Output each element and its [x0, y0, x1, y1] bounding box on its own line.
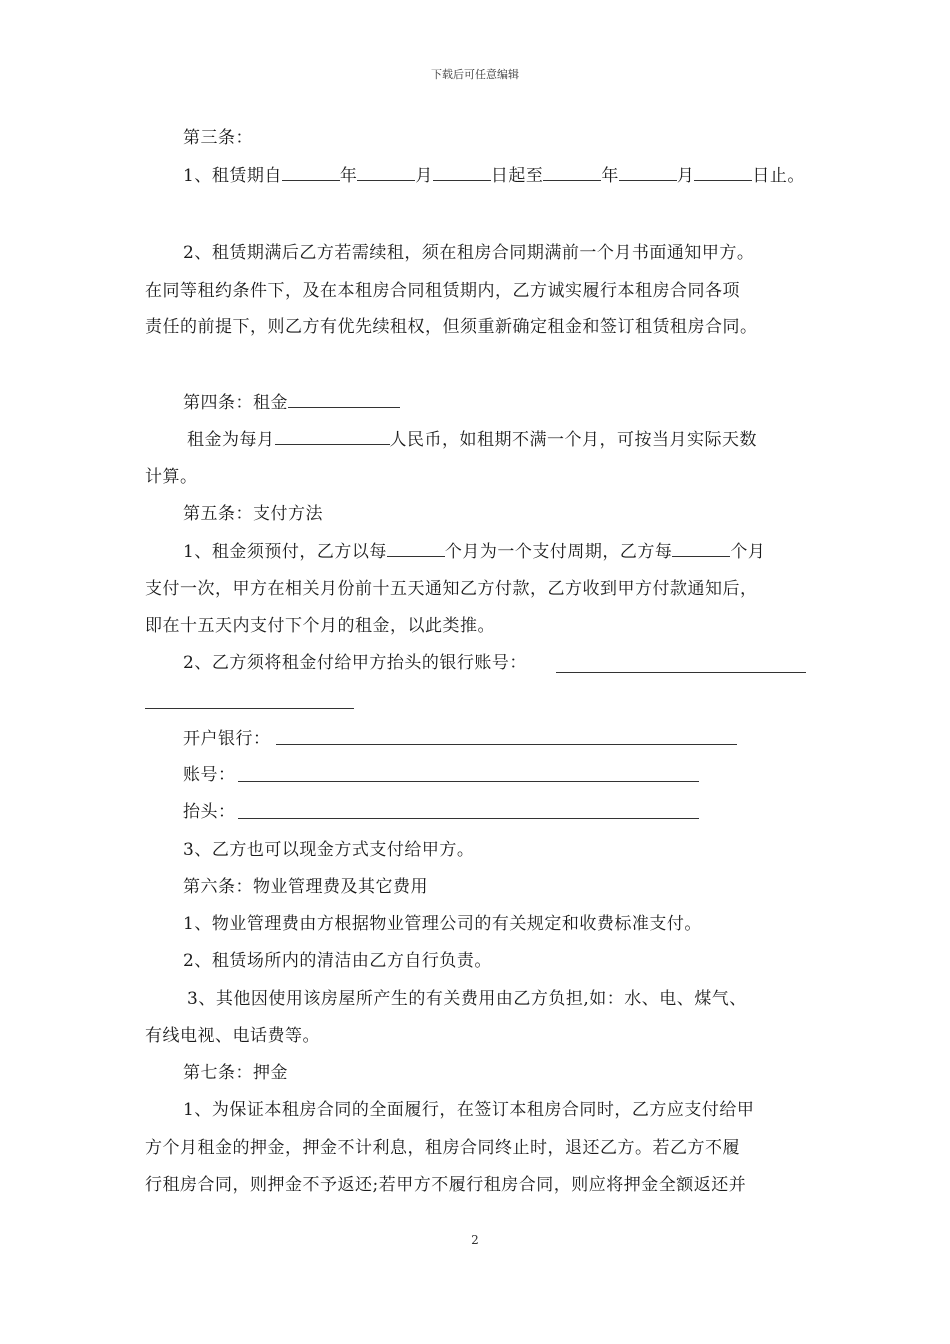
account-number-blank [238, 781, 699, 782]
payment-text: 个月 [730, 542, 766, 562]
year-label: 年 [601, 166, 619, 186]
other-fees-line-2: 有线电视、电话费等。 [145, 1026, 320, 1046]
payment-paragraph-line: 即在十五天内支付下个月的租金，以此类推。 [145, 616, 495, 636]
renewal-paragraph-line: 2、租赁期满后乙方若需续租，须在租房合同期满前一个月书面通知甲方。 [183, 243, 755, 263]
deposit-paragraph-line: 1、为保证本租房合同的全面履行，在签订本租房合同时，乙方应支付给甲 [183, 1100, 755, 1120]
page-number: 2 [471, 1233, 479, 1247]
bank-name-blank [276, 744, 737, 745]
article-4-title [183, 391, 400, 414]
end-month-blank [619, 164, 677, 181]
monthly-rent-blank [275, 428, 390, 445]
payment-text: 1、租金须预付，乙方以每 [183, 542, 387, 562]
month-label: 月 [415, 166, 433, 186]
start-month-blank [357, 164, 415, 181]
from-to-label: 日起至 [490, 166, 544, 186]
end-year-blank [543, 164, 601, 181]
account-number-label: 账号： [183, 765, 236, 785]
deposit-paragraph-line: 方个月租金的押金，押金不计利息，租房合同终止时，退还乙方。若乙方不履 [145, 1138, 740, 1158]
bank-name-label: 开户银行： [183, 729, 271, 749]
payment-paragraph-line: 支付一次，甲方在相关月份前十五天通知乙方付款，乙方收到甲方付款通知后， [145, 579, 758, 599]
cycle-months-blank [387, 540, 445, 557]
bank-account-blank [556, 672, 806, 673]
end-label: 日止。 [752, 166, 805, 186]
month-label: 月 [676, 166, 695, 186]
article-7-title: 第七条：押金 [183, 1063, 288, 1083]
cleaning-line: 2、租赁场所内的清洁由乙方自行负责。 [183, 951, 492, 971]
rent-amount-line-2: 计算。 [145, 467, 198, 487]
article-4-title-text: 第四条：租金 [183, 393, 288, 413]
other-fees-line: 3、其他因使用该房屋所产生的有关费用由乙方负担,如：水、电、煤气、 [187, 989, 747, 1009]
rent-amount-label: 租金为每月 [187, 430, 275, 450]
rent-amount-text: 人民币，如租期不满一个月，可按当月实际天数 [389, 430, 757, 450]
bank-account-line: 2、乙方须将租金付给甲方抬头的银行账号： [183, 653, 527, 673]
page-header: 下载后可任意编辑 [431, 68, 519, 81]
pay-months-blank [672, 540, 730, 557]
payment-cycle-line [183, 540, 765, 563]
year-label: 年 [339, 166, 358, 186]
article-5-title: 第五条：支付方法 [183, 504, 323, 524]
account-holder-blank [238, 818, 699, 819]
article-6-title: 第六条：物业管理费及其它费用 [183, 877, 428, 897]
property-fee-line: 1、物业管理费由方根据物业管理公司的有关规定和收费标准支付。 [183, 914, 702, 934]
start-day-blank [433, 164, 491, 181]
lease-term-label: 1、租赁期自 [183, 166, 282, 186]
account-holder-label: 抬头： [183, 802, 236, 822]
bank-account-blank-continued [145, 708, 354, 709]
rent-amount-line [187, 428, 757, 451]
cash-payment-line: 3、乙方也可以现金方式支付给甲方。 [183, 840, 475, 860]
article-3-title: 第三条： [183, 128, 253, 148]
renewal-paragraph-line: 在同等租约条件下，及在本租房合同租赁期内，乙方诚实履行本租房合同各项 [145, 281, 740, 301]
renewal-paragraph-line: 责任的前提下，则乙方有优先续租权，但须重新确定租金和签订租赁租房合同。 [145, 317, 758, 337]
payment-text: 个月为一个支付周期，乙方每 [444, 542, 673, 562]
lease-term-line [183, 164, 805, 187]
start-year-blank [282, 164, 340, 181]
end-day-blank [694, 164, 752, 181]
rent-blank [288, 391, 400, 408]
deposit-paragraph-line: 行租房合同，则押金不予返还;若甲方不履行租房合同，则应将押金全额返还并 [145, 1175, 747, 1195]
